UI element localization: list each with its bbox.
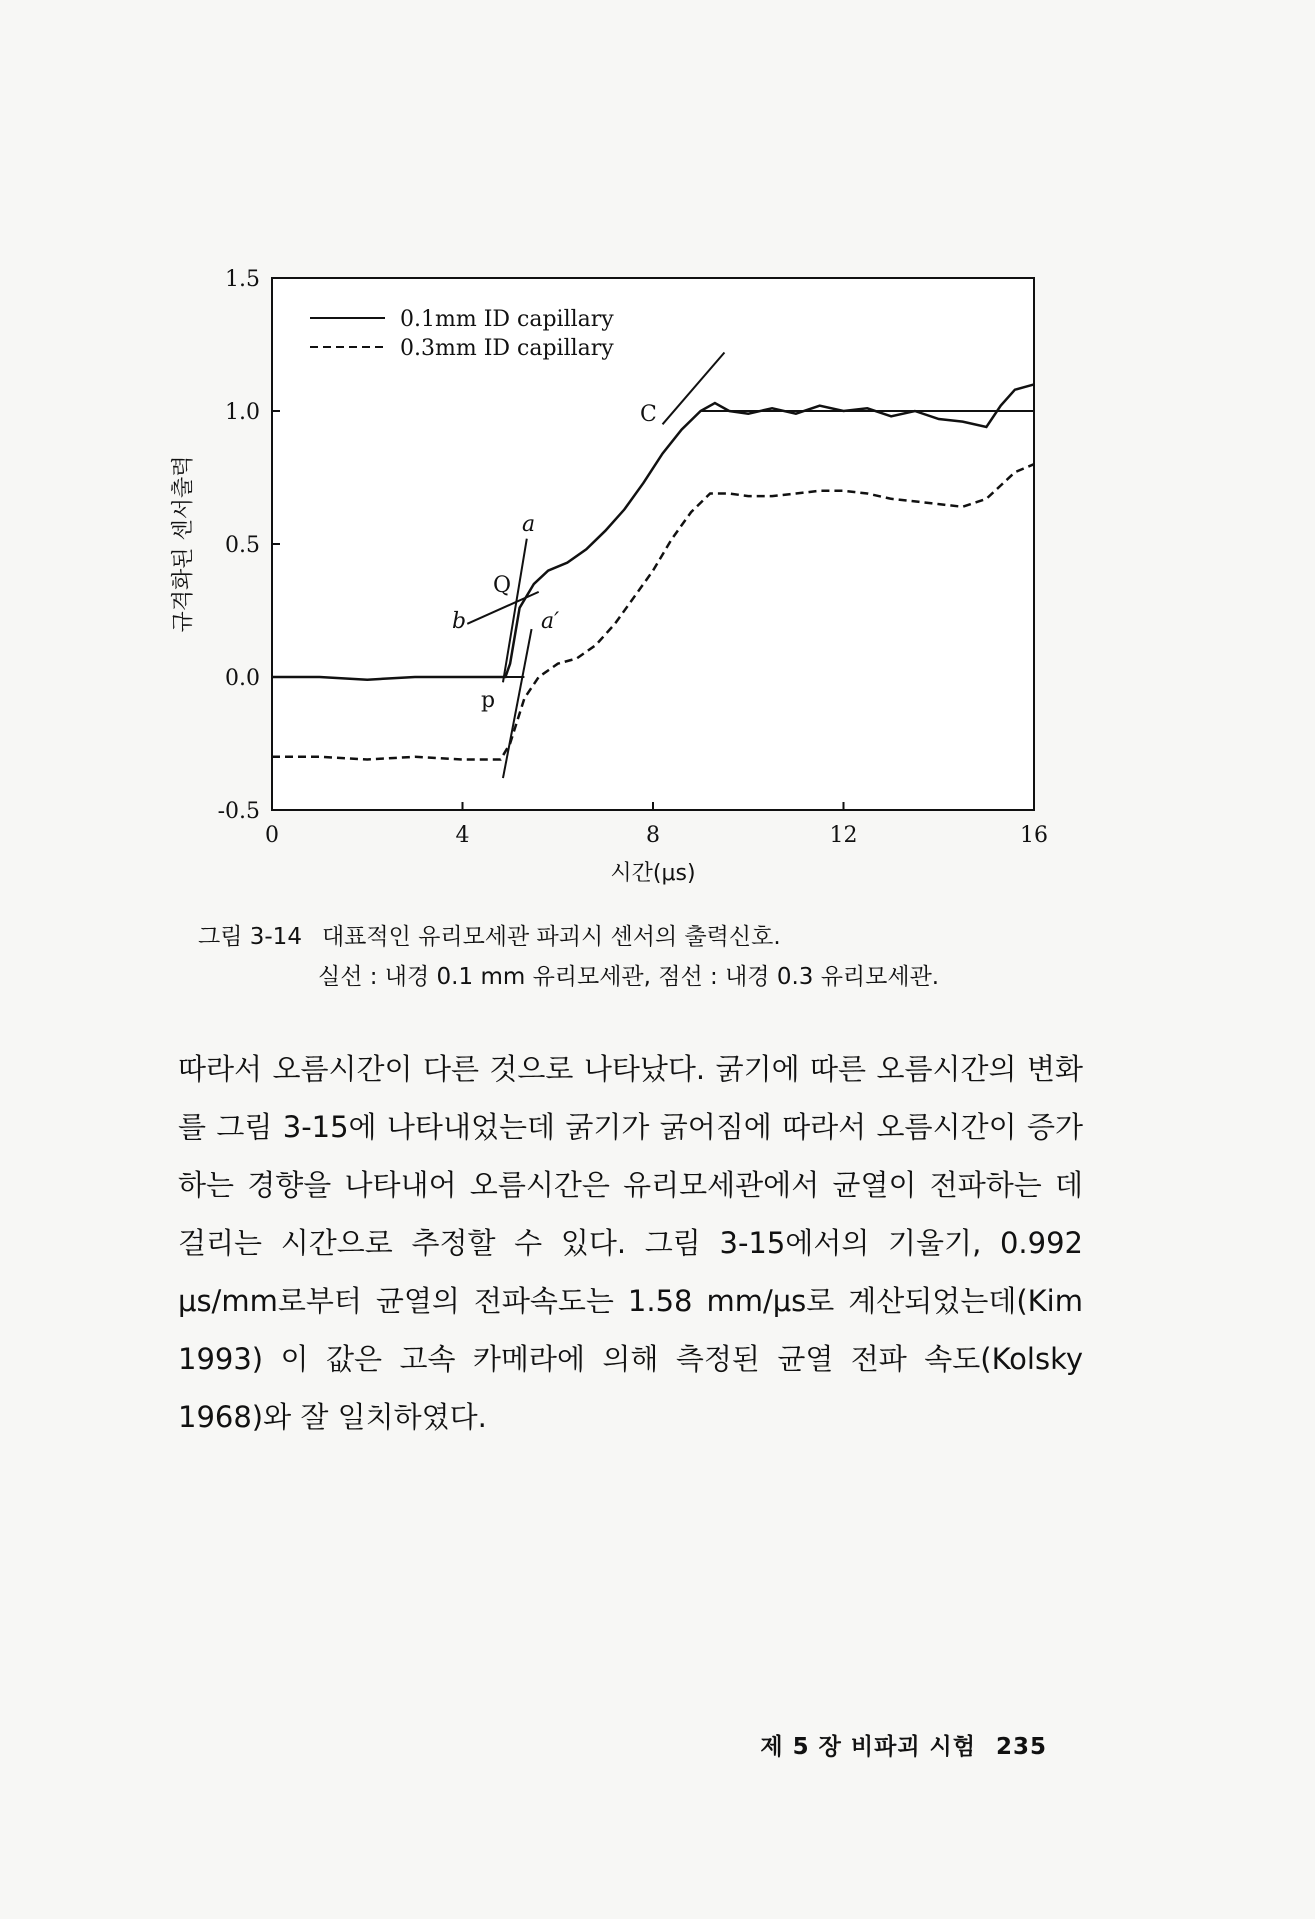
figure-caption bbox=[0, 918, 1315, 951]
y-tick-label: 0.5 bbox=[225, 533, 260, 558]
body-paragraph: 따라서 오름시간이 다른 것으로 나타났다. 굵기에 따른 오름시간의 변화를 그림 3-15에 나타내었는데 굵기가 굵어짐에 따라서 오름시간이 증가하는 경향을 나타내어 오름시간은 유리모세관에서 균열이 전파하는 데 걸리는 시간으로 추정할 수 있다. 그림 3-15에서의 기울기, 0.992 μs/mm로부터 균열의 전파속도는 1.58 mm/μs로 계산되었는데(Kim 1993) 이 값은 고속 카메라에 의해 측정된 균열 전파 속도(Kolsky 1968)와 잘 일치하였다. bbox=[178, 1052, 1083, 1434]
figure-caption-detail: 실선 : 내경 0.1 mm 유리모세관, 점선 : 내경 0.3 유리모세관. bbox=[318, 964, 940, 990]
x-tick-label: 16 bbox=[1020, 823, 1048, 848]
page-number: 235 bbox=[995, 1734, 1047, 1760]
y-tick-label: -0.5 bbox=[217, 799, 260, 824]
legend-label-dashed: 0.3mm ID capillary bbox=[400, 336, 614, 361]
chapter-title: 제 5 장 비파괴 시험 bbox=[760, 1734, 976, 1760]
x-axis-title: 시간(μs) bbox=[610, 861, 696, 886]
annotation-a-prime: a′ bbox=[541, 609, 560, 634]
body-text bbox=[178, 1040, 1083, 1446]
figure-number: 그림 3-14 bbox=[198, 924, 302, 950]
plot-frame bbox=[272, 278, 1034, 810]
sensor-output-chart bbox=[0, 0, 1315, 900]
x-tick-label: 4 bbox=[455, 823, 470, 848]
y-tick-label: 1.0 bbox=[225, 400, 260, 425]
x-tick-label: 0 bbox=[265, 823, 279, 848]
annotation-c: C bbox=[640, 402, 657, 427]
x-tick-label: 12 bbox=[829, 823, 858, 848]
legend-label-solid: 0.1mm ID capillary bbox=[400, 307, 614, 332]
annotation-q: Q bbox=[493, 573, 512, 598]
annotation-b: b bbox=[452, 609, 467, 634]
y-axis-title: 규격화된 센서출력 bbox=[171, 455, 196, 633]
page-footer bbox=[760, 1728, 1047, 1761]
annotation-a: a bbox=[522, 512, 536, 537]
y-tick-label: 0.0 bbox=[225, 666, 260, 691]
annotation-p: p bbox=[481, 688, 496, 713]
y-tick-label: 1.5 bbox=[225, 267, 260, 292]
x-tick-label: 8 bbox=[646, 823, 660, 848]
figure-title: 대표적인 유리모세관 파괴시 센서의 출력신호. bbox=[321, 924, 781, 950]
